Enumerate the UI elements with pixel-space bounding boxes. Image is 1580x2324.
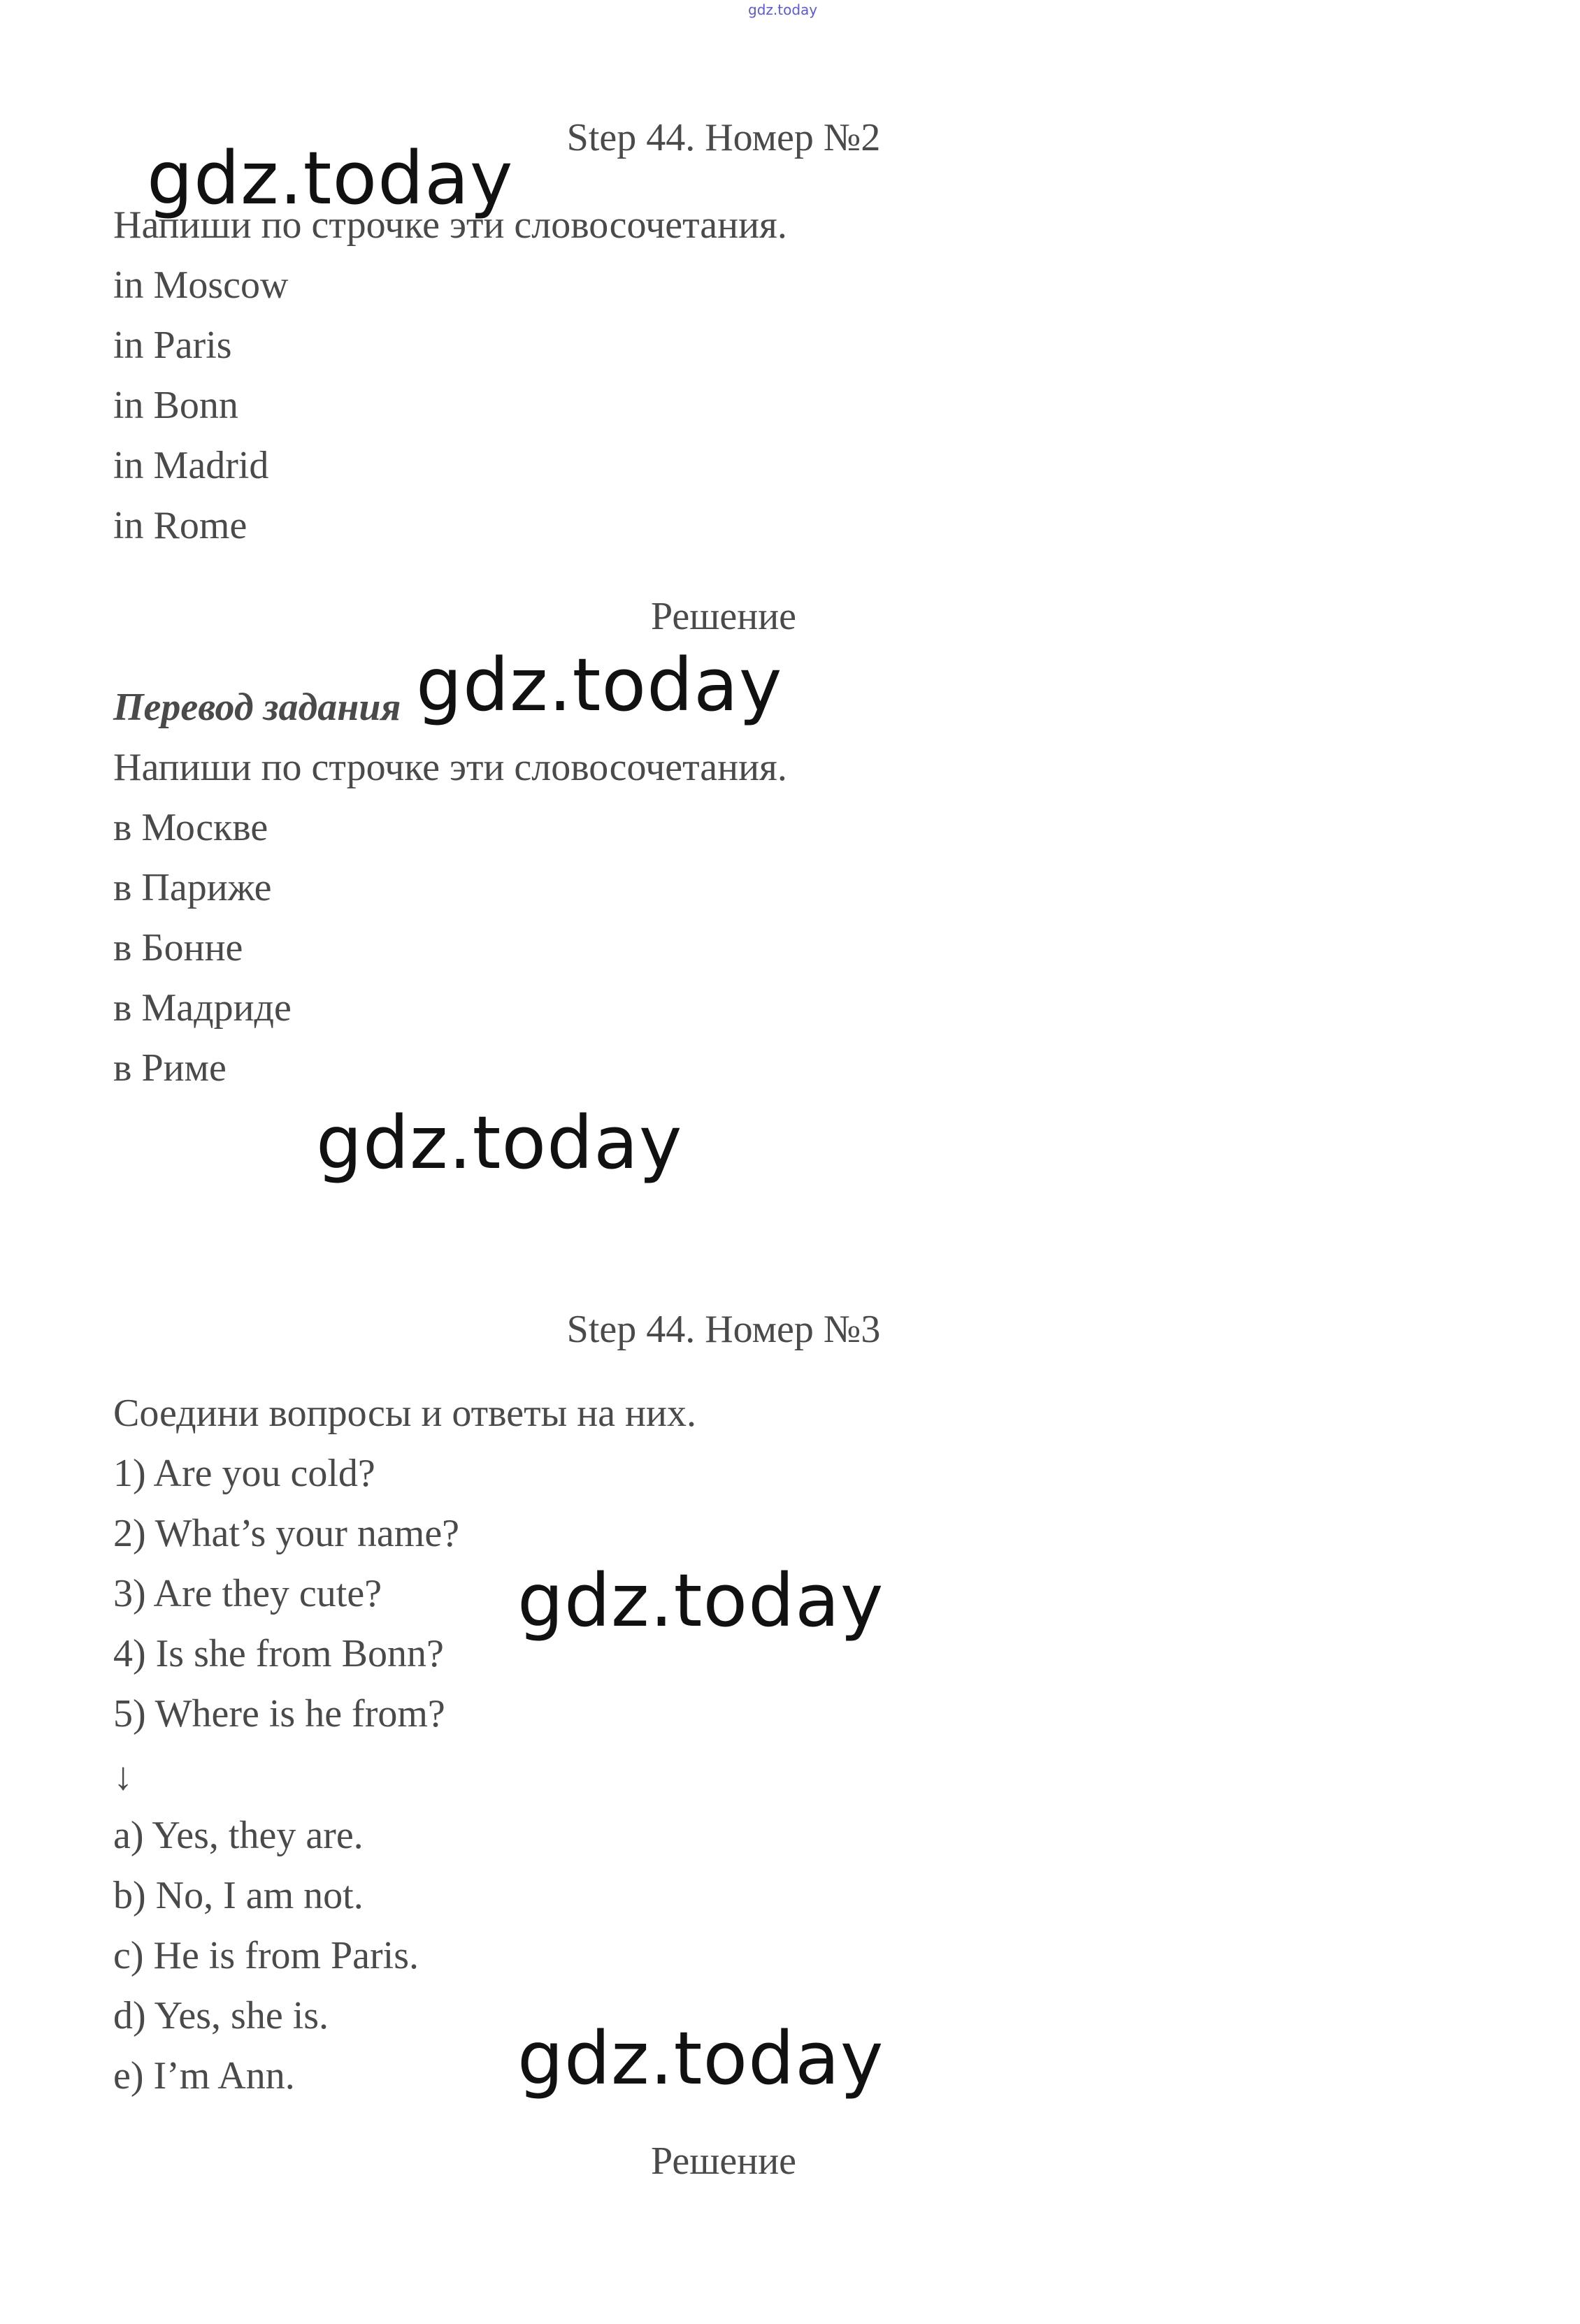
translation-phrase: в Мадриде [113,986,292,1030]
task3-question: 3) Are they cute? [113,1572,382,1615]
task2-phrase: in Paris [113,324,232,367]
task2-phrase: in Madrid [113,444,269,487]
task3-instruction: Соедини вопросы и ответы на них. [113,1392,696,1435]
watermark: gdz.today [147,136,514,221]
down-arrow-icon: ↓ [113,1755,133,1798]
task3-answer: d) Yes, she is. [113,1994,329,2037]
task3-answer: e) I’m Ann. [113,2054,295,2098]
top-watermark: gdz.today [748,1,818,18]
translation-phrase: в Москве [113,806,268,849]
task3-question: 4) Is she from Bonn? [113,1632,444,1675]
watermark: gdz.today [416,642,783,728]
task3-solution-label: Решение [650,2139,797,2183]
task2-title: Step 44. Номер №2 [566,116,881,159]
task3-question: 2) What’s your name? [113,1512,460,1555]
watermark: gdz.today [517,2016,884,2101]
watermark: gdz.today [316,1100,683,1185]
task3-answer: b) No, I am not. [113,1874,364,1917]
task3-title: Step 44. Номер №3 [566,1308,881,1351]
translation-phrase: в Бонне [113,926,243,969]
task3-question: 5) Where is he from? [113,1692,445,1735]
task2-solution-label: Решение [650,595,797,638]
task2-phrase: in Moscow [113,264,289,307]
task2-phrase: in Bonn [113,384,238,427]
task3-question: 1) Are you cold? [113,1452,375,1495]
translation-phrase: в Риме [113,1046,227,1090]
task2-instruction: Напиши по строчке эти словосочетания. [113,203,787,247]
translation-heading: Перевод задания [113,686,401,729]
task2-phrase: in Rome [113,504,247,547]
watermark: gdz.today [517,1558,884,1643]
translation-phrase: в Париже [113,866,272,909]
task3-answer: c) He is from Paris. [113,1934,419,1977]
task3-answer: a) Yes, they are. [113,1814,364,1857]
translation-instruction: Напиши по строчке эти словосочетания. [113,746,787,789]
